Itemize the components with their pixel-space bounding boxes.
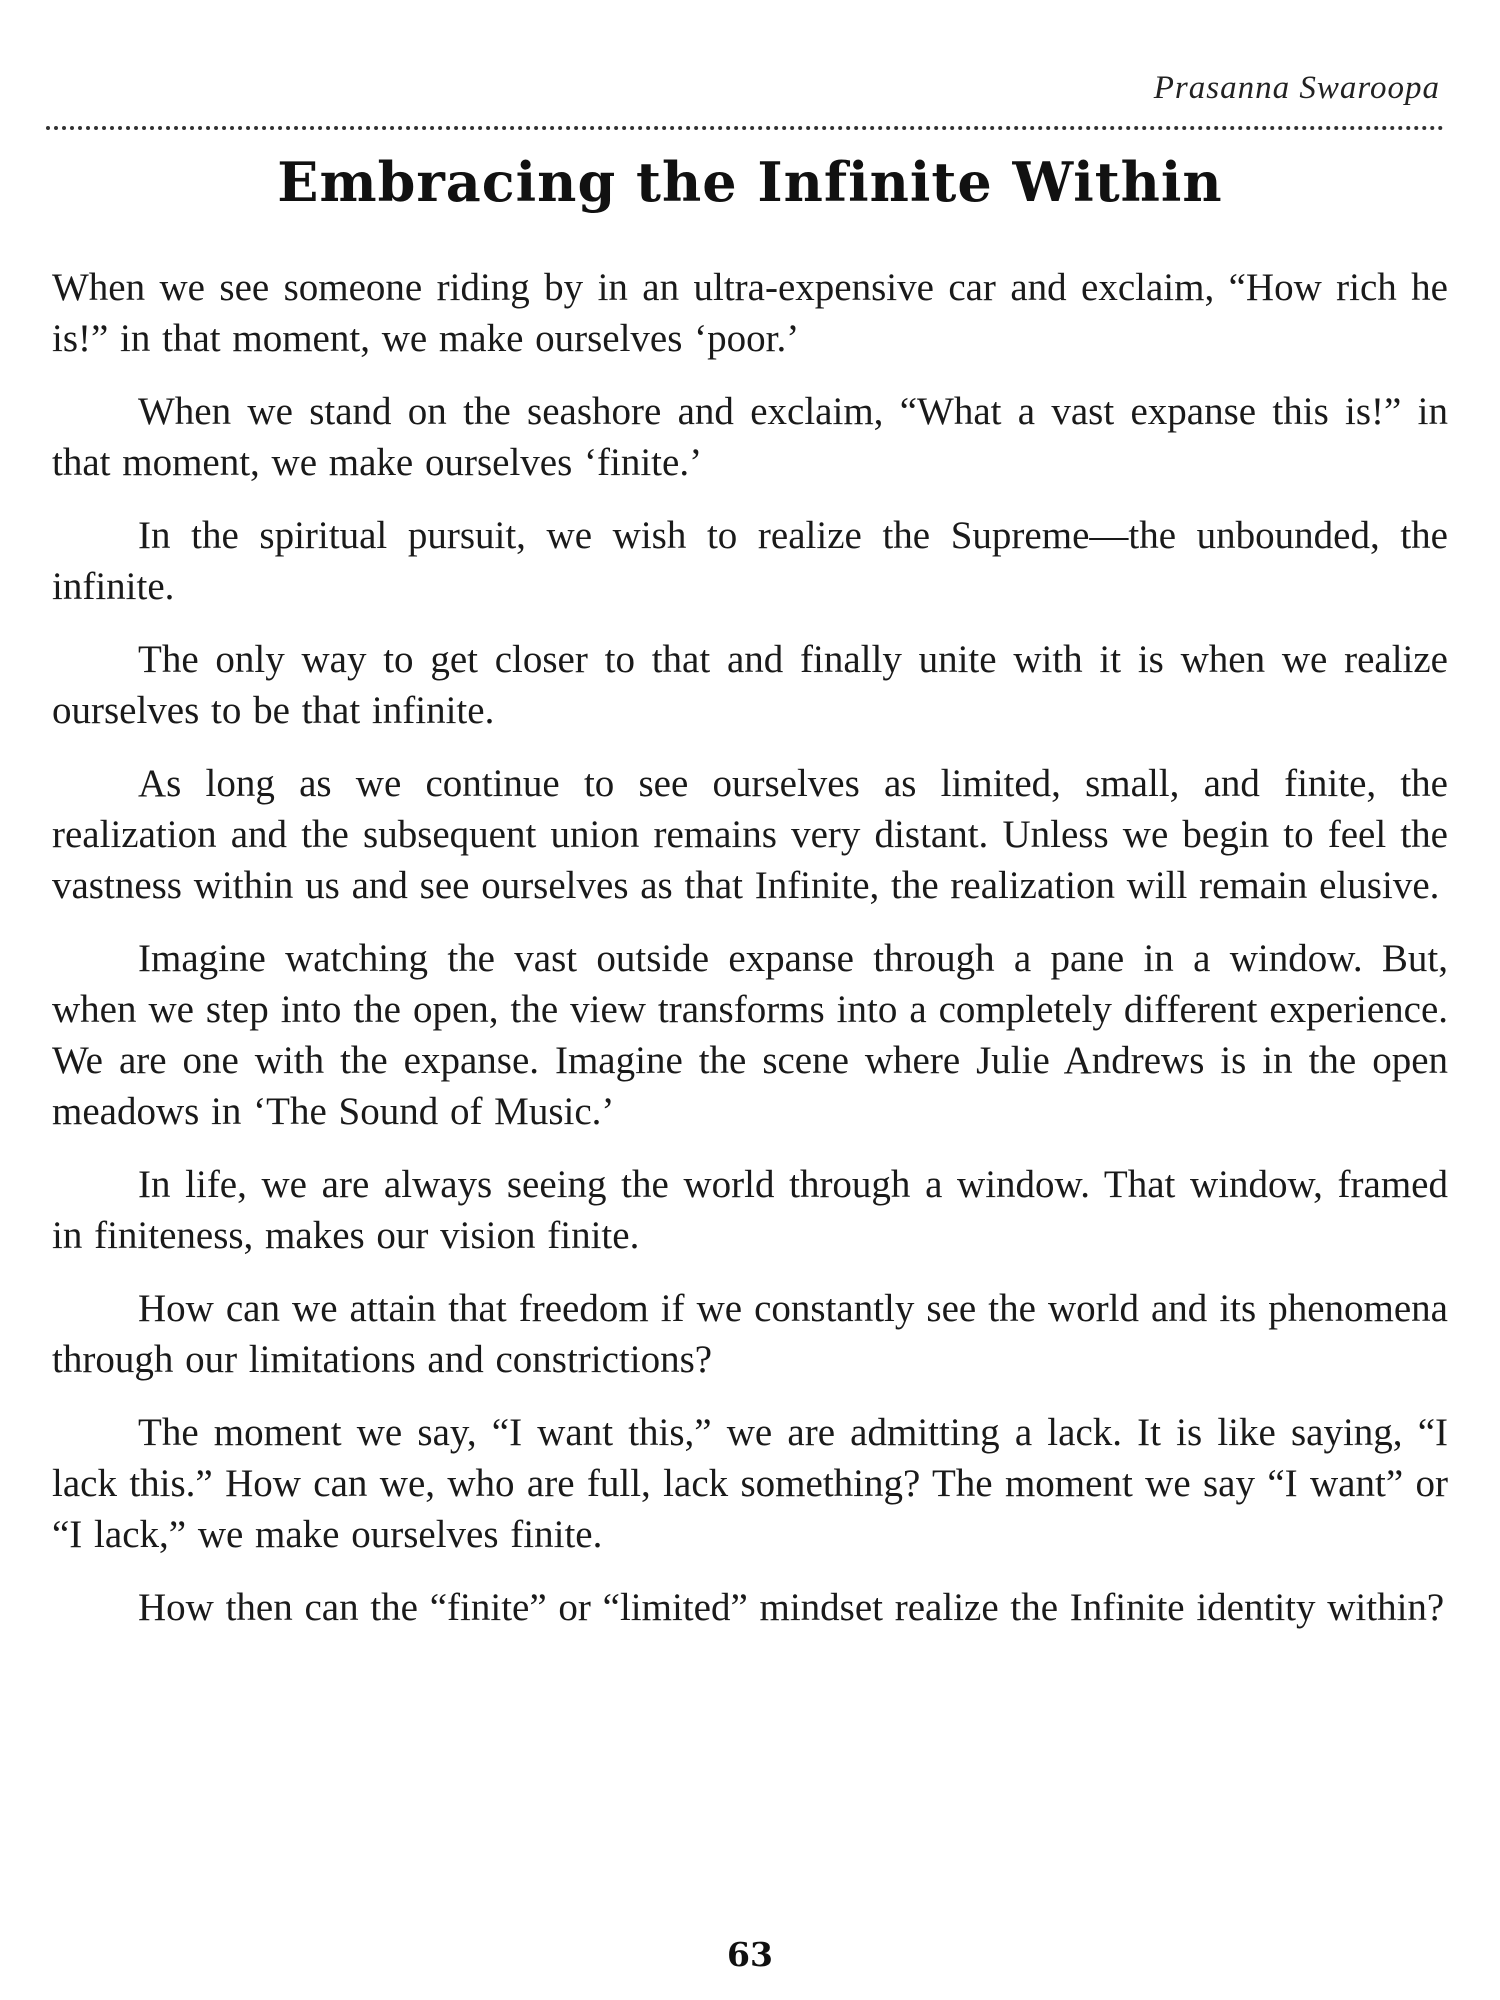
page-number: 63 [727,1935,773,1974]
running-header: Prasanna Swaroopa [1153,70,1440,106]
paragraph-1: When we see someone riding by in an ultra-expensive car and exclaim, “How rich he is!” in that moment, we make ourselves ‘poor.’ [52,266,1448,360]
paragraph-10: How then can the “finite” or “limited” mindset realize the Infinite identity within? [138,1586,1445,1629]
paragraph-7: In life, we are always seeing the world through a window. That window, framed in finiteness, makes our vision finite. [52,1163,1448,1257]
chapter-title: Embracing the Infinite Within [277,150,1223,214]
header-divider [46,126,1444,130]
paragraph-8: How can we attain that freedom if we constantly see the world and its phenomena through our limitations and constrictions? [52,1287,1448,1381]
paragraph-2: When we stand on the seashore and exclaim, “What a vast expanse this is!” in that moment, we make ourselves ‘finite.’ [52,390,1448,484]
body-text [52,262,1448,1655]
paragraph-3: In the spiritual pursuit, we wish to realize the Supreme—the unbounded, the infinite. [52,514,1448,608]
paragraph-6: Imagine watching the vast outside expanse through a pane in a window. But, when we step into the open, the view transforms into a completely different experience. We are one with the expanse. Imagine the scene where Julie Andrews is in the open meadows in ‘The Sound of Music.’ [52,937,1448,1133]
paragraph-5: As long as we continue to see ourselves as limited, small, and finite, the realization and the subsequent union remains very distant. Unless we begin to feel the vastness within us and see ourselves as that Infinite, the realization will remain elusive. [52,762,1448,907]
paragraph-9: The moment we say, “I want this,” we are admitting a lack. It is like saying, “I lack this.” How can we, who are full, lack something? The moment we say “I want” or “I lack,” we make ourselves finite. [52,1411,1448,1556]
paragraph-4: The only way to get closer to that and finally unite with it is when we realize ourselves to be that infinite. [52,638,1448,732]
